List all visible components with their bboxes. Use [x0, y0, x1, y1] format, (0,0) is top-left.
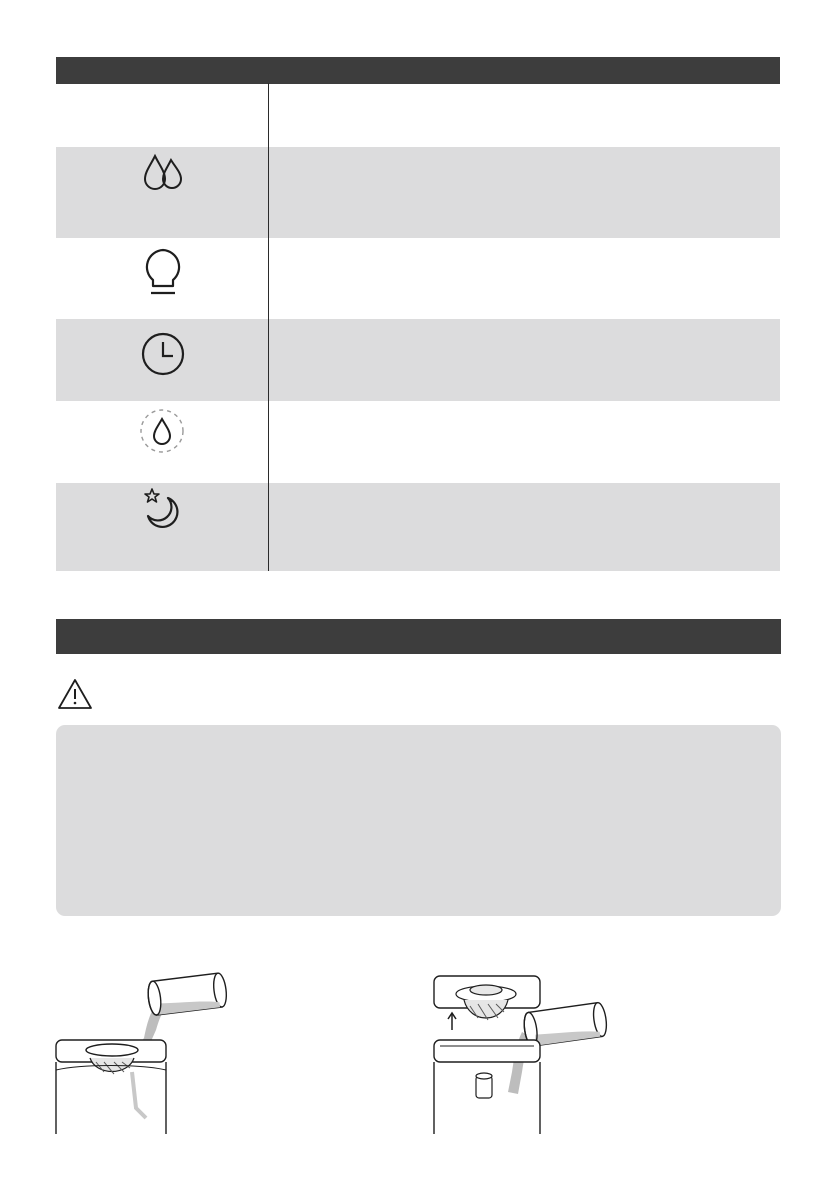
table-header-bar: [56, 57, 780, 84]
notice-box: [56, 725, 781, 916]
remove-lid-and-pour-water-illustration: [428, 968, 618, 1141]
clock-icon: [140, 331, 186, 377]
double-drop-icon: [140, 152, 188, 194]
dashed-circle-drop-icon: [138, 407, 186, 455]
light-bulb-icon: [141, 246, 185, 298]
table-column-divider: [268, 83, 269, 571]
pour-water-from-top-illustration: [52, 968, 242, 1141]
moon-star-icon: [140, 486, 188, 530]
warning-triangle-icon: [56, 677, 94, 711]
section-header-bar: [56, 619, 781, 654]
